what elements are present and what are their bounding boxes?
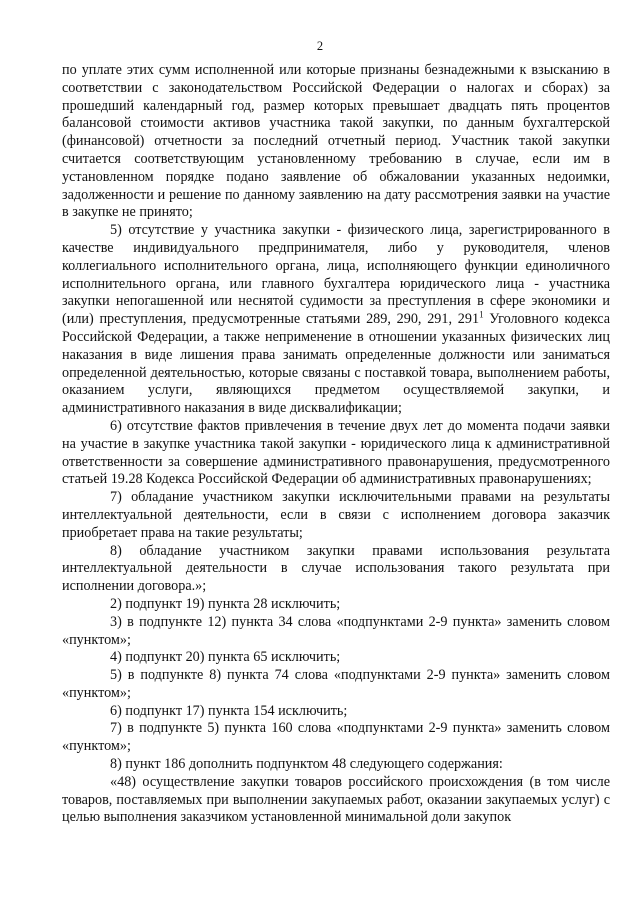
paragraph-item-5 [62,222,610,418]
amendment-8: 8) пункт 186 дополнить подпунктом 48 следующего содержания: [110,756,503,773]
amendment-2: 2) подпункт 19) пункта 28 исключить; [110,595,341,612]
paragraph-continuation: по уплате этих сумм исполненной или которые признаны безнадежными к взысканию в соответствии с законодательством Российской Федерации о налогах и сборах) за прошедший календарный год, размер которых превышает двадцать пять процентов балансовой стоимости активов участника такой закупки, по данным бухгалтерской (финансовой) отчетности за последний отчетный период. Участник такой закупки считается соответствующим установленному требованию в случае, если им в установленном порядке подано заявление об обжаловании указанных недоимки, задолженности и решение по данному заявлению на дату рассмотрения заявки на участие в закупке не принято; [62,62,610,221]
amendment-4: 4) подпункт 20) пункта 65 исключить; [110,649,341,666]
paragraph-item-8: 8) обладание участником закупки правами использования результата интеллектуальной деятельности в случае использования такого результата при исполнении договора.»; [62,542,610,595]
superscript-article-number: 1 [479,309,484,320]
amendment-5: 5) в подпункте 8) пункта 74 слова «подпунктами 2-9 пункта» заменить словом «пунктом»; [62,667,610,701]
paragraph-item-6: 6) отсутствие фактов привлечения в течение двух лет до момента подачи заявки на участие в закупке участника такой закупки - юридического лица к административной ответственности за совершение административного правонарушения, предусмотренного статьей 19.28 Кодекса Российской Федерации об административных правонарушениях; [62,417,610,488]
page-number: 2 [316,39,324,53]
amendment-7: 7) в подпункте 5) пункта 160 слова «подпунктами 2-9 пункта» заменить словом «пунктом»; [62,720,610,755]
paragraph-item-5-text: 5) отсутствие у участника закупки - физического лица, зарегистрированного в качестве индивидуального предпринимателя, либо у руководителя, членов коллегиального исполнительного органа, лица, исполняющего функции единоличного исполнительного органа, или главного бухгалтера юридического лица - участника закупки непогашенной или неснятой судимости за преступления в сфере экономики и (или) преступления, предусмотренные статьями 289, 290, 291, 291 [62,222,610,328]
paragraph-item-5-text-continued: Уголовного кодекса Российской Федерации, а также неприменение в отношении указанных физических лиц наказания в виде лишения права занимать определенные должности или заниматься определенной деятельностью, которые связаны с поставкой товара, выполнением работы, оказанием услуги, являющихся предметом осуществляемой закупки, и административного наказания в виде дисквалификации; [62,311,611,417]
new-subitem-48: «48) осуществление закупки товаров российского происхождения (в том числе товаров, поставляемых при выполнении закупаемых работ, оказании закупаемых услуг) с целью выполнения заказчиком установленной минимальной доли закупок [62,773,610,826]
amendment-3: 3) в подпункте 12) пункта 34 слова «подпунктами 2-9 пункта» заменить словом «пунктом»; [62,613,610,648]
paragraph-item-7: 7) обладание участником закупки исключительными правами на результаты интеллектуальной деятельности, если в связи с исполнением договора заказчик приобретает права на такие результаты; [62,489,610,541]
amendment-6: 6) подпункт 17) пункта 154 исключить; [110,702,348,719]
document-body [62,62,610,827]
